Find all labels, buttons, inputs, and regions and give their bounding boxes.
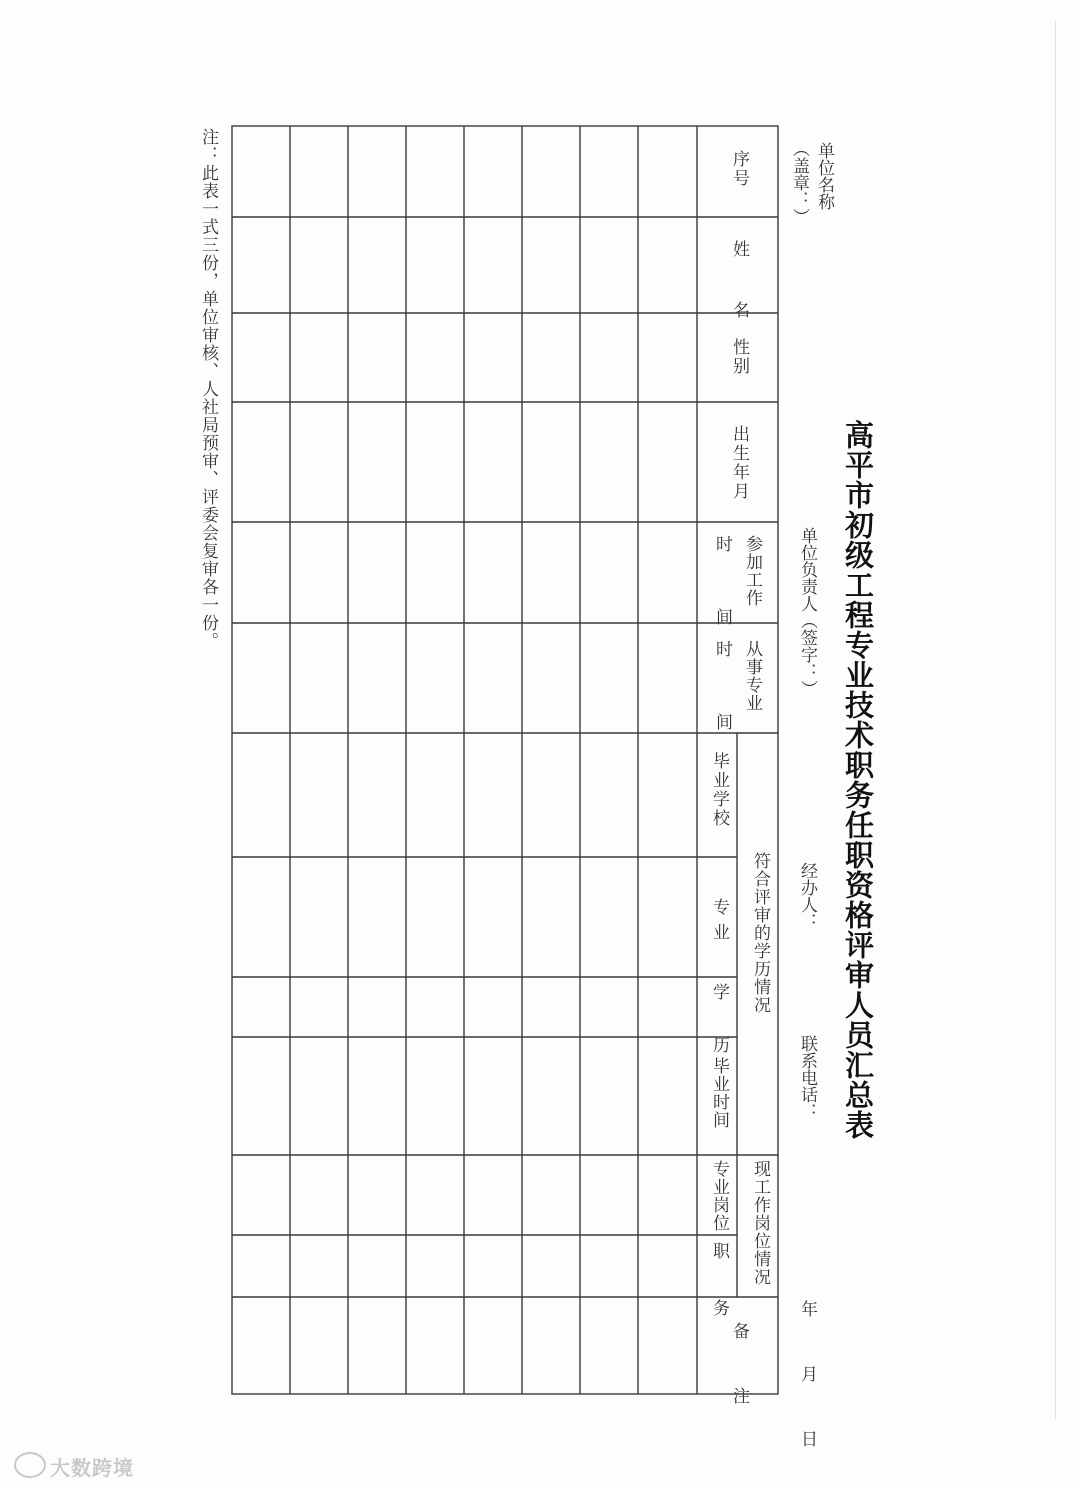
phone-label: 联系电话： bbox=[797, 1035, 817, 1120]
col-name: 姓 名 bbox=[729, 240, 749, 330]
table-border bbox=[232, 126, 778, 1394]
unit-leader-label: 单位负责人（签字：） bbox=[797, 527, 817, 697]
col-remark: 备 注 bbox=[729, 1322, 749, 1418]
col-degree: 学 历 bbox=[709, 983, 729, 1061]
date-label: 年 月 日 bbox=[797, 1300, 817, 1461]
col-birth: 出生年月 bbox=[729, 425, 749, 501]
col-gender: 性别 bbox=[729, 338, 749, 376]
col-major: 专业 bbox=[709, 898, 729, 948]
footnote: 注：此表一式三份，单位审核、人社局预审、评委会复审各一份。 bbox=[198, 128, 218, 650]
col-edu-group: 符合评审的学历情况 bbox=[750, 852, 770, 1014]
handler-label: 经办人： bbox=[797, 862, 817, 930]
watermark-text: 大数跨境 bbox=[50, 1456, 134, 1480]
col-grad-time: 毕业时间 bbox=[709, 1057, 729, 1129]
watermark-logo-icon bbox=[14, 1452, 46, 1478]
col-seq: 序号 bbox=[729, 150, 749, 188]
col-duty: 职 务 bbox=[709, 1242, 729, 1326]
col-post: 专业岗位 bbox=[709, 1160, 729, 1232]
col-work-start-1: 参加工作 bbox=[742, 535, 762, 607]
unit-name-label: 单位名称 bbox=[814, 142, 834, 210]
col-major-years-1: 从事专业 bbox=[742, 640, 762, 712]
page-title: 高平市初级工程专业技术职务任职资格评审人员汇总表 bbox=[841, 420, 875, 1140]
col-post-group: 现工作岗位情况 bbox=[750, 1160, 770, 1286]
col-work-start-2: 时 间 bbox=[712, 535, 732, 643]
col-school: 毕业学校 bbox=[709, 752, 729, 828]
stamp-label: （盖章：） bbox=[789, 140, 809, 225]
col-major-years-2: 时 间 bbox=[712, 640, 732, 748]
